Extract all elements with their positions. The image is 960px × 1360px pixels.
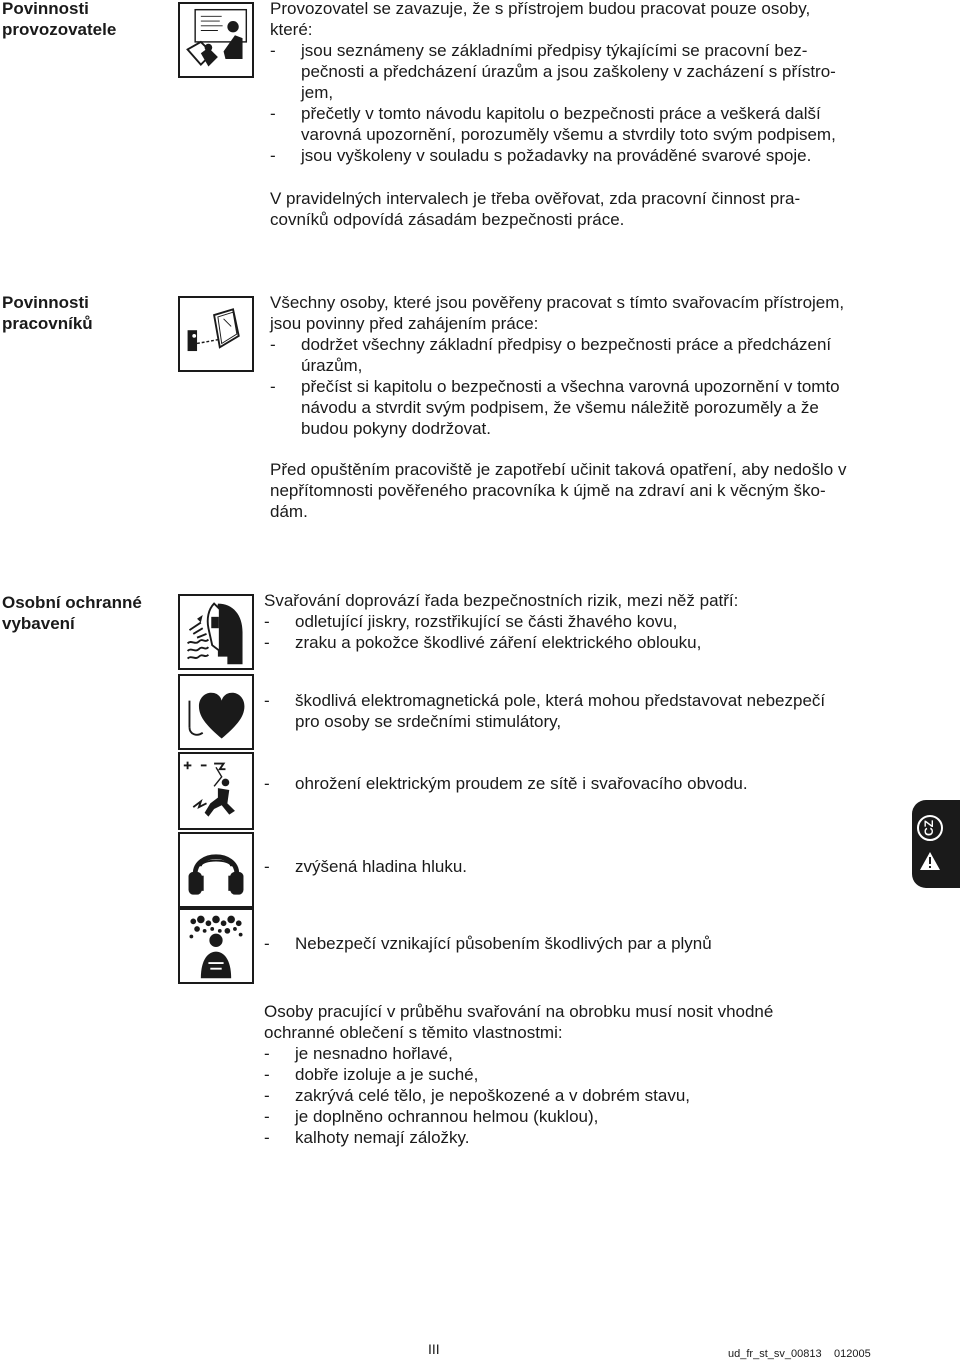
clothing-intro-line: ochranné oblečení s těmito vlastnostmi:	[264, 1023, 563, 1042]
list-item-line: přečíst si kapitolu o bezpečnosti a všechna varovná upozornění v tomto	[301, 377, 840, 396]
list-item-line: budou pokyny dodržovat.	[301, 419, 491, 438]
clothing-line: zakrývá celé tělo, je nepoškozené a v dobrém stavu,	[295, 1086, 690, 1105]
language-tab	[912, 800, 960, 888]
risk-item	[264, 690, 894, 732]
risk-line: zraku a pokožce škodlivé záření elektrického oblouku,	[295, 633, 702, 652]
list-dash: -	[264, 1065, 270, 1084]
intro-line: jsou povinny před zahájením práce:	[270, 314, 539, 333]
document-code: ud_fr_st_sv_00813	[728, 1348, 822, 1360]
heading-operator-duties	[2, 0, 116, 40]
risk-list-c	[264, 773, 894, 794]
risk-line: Nebezpečí vznikající působením škodlivých par a plynů	[295, 934, 712, 953]
list-dash: -	[264, 934, 270, 953]
clothing-line: dobře izoluje a je suché,	[295, 1065, 479, 1084]
list-dash: -	[264, 1086, 270, 1105]
manual-reading-icon	[178, 2, 254, 78]
list-item-line: jem,	[301, 83, 334, 102]
risk-item	[264, 632, 894, 653]
clothing-item	[264, 1043, 894, 1064]
intro-line: Provozovatel se zavazuje, že s přístrojem budou pracovat pouze osoby,	[270, 0, 811, 18]
manual-signing-icon	[178, 296, 254, 372]
operator-duties-text	[270, 0, 890, 166]
intro-line: Svařování doprovází řada bezpečnostních rizik, mezi něž patří:	[264, 591, 739, 610]
worker-duties-text	[270, 292, 890, 439]
risk-list-e	[264, 933, 894, 954]
document-date: 012005	[834, 1348, 871, 1360]
list-item-line: jsou vyškoleny v souladu s požadavky na prováděné svarové spoje.	[301, 146, 812, 165]
risk-item	[264, 611, 894, 632]
heading-worker-duties	[2, 292, 93, 334]
list-dash: -	[264, 1107, 270, 1126]
risk-line: odletující jiskry, rozstřikující se části žhavého kovu,	[295, 612, 678, 631]
ear-protection-icon	[178, 832, 254, 908]
outro-line: V pravidelných intervalech je třeba ověřovat, zda pracovní činnost pra-	[270, 189, 801, 208]
list-item-line: přečetly v tomto návodu kapitolu o bezpečnosti práce a veškerá další	[301, 104, 821, 123]
list-item-line: úrazům,	[301, 356, 363, 375]
list-dash: -	[270, 377, 276, 396]
clothing-line: kalhoty nemají záložky.	[295, 1128, 470, 1147]
list-dash: -	[264, 1128, 270, 1147]
risk-line: pro osoby se srdečními stimulátory,	[295, 712, 562, 731]
heart-pacemaker-icon	[178, 674, 254, 750]
worker-duties-outro	[270, 459, 890, 522]
language-tab-label: CZ	[922, 820, 937, 836]
list-dash: -	[264, 857, 270, 876]
list-item	[270, 145, 890, 166]
risk-list-a	[264, 611, 894, 653]
risk-line: škodlivá elektromagnetická pole, která mohou představovat nebezpečí	[295, 691, 826, 710]
risk-list-d	[264, 856, 894, 877]
clothing-item	[264, 1127, 894, 1148]
list-dash: -	[264, 633, 270, 652]
outro-line: nepřítomnosti pověřeného pracovníka k újmě na zdraví ani k věcným ško-	[270, 481, 826, 500]
clothing-item	[264, 1106, 894, 1127]
list-dash: -	[270, 41, 276, 60]
risk-item	[264, 933, 894, 954]
outro-line: covníků odpovídá zásadám bezpečnosti práce.	[270, 210, 625, 229]
clothing-item	[264, 1064, 894, 1085]
risk-line: zvýšená hladina hluku.	[295, 857, 468, 876]
electric-shock-icon	[178, 752, 254, 830]
list-item-line: návodu a stvrdit svým podpisem, že všemu náležitě porozuměly a že	[301, 398, 819, 417]
intro-line: Všechny osoby, které jsou pověřeny pracovat s tímto svařovacím přístrojem,	[270, 293, 845, 312]
heading-line: Osobní ochranné	[2, 593, 142, 612]
clothing-line: je doplněno ochrannou helmou (kuklou),	[295, 1107, 599, 1126]
clothing-requirements	[264, 1001, 894, 1148]
list-item-line: jsou seznámeny se základními předpisy týkajícími se pracovní bez-	[301, 41, 808, 60]
heading-line: Povinnosti	[2, 293, 89, 312]
clothing-line: je nesnadno hořlavé,	[295, 1044, 453, 1063]
outro-line: dám.	[270, 502, 308, 521]
heading-line: pracovníků	[2, 314, 93, 333]
list-item	[270, 103, 890, 145]
heading-line: Povinnosti	[2, 0, 89, 18]
risk-item	[264, 773, 894, 794]
risk-item	[264, 856, 894, 877]
intro-line: které:	[270, 20, 313, 39]
list-item	[270, 376, 890, 439]
list-item-line: varovná upozornění, porozuměly všemu a stvrdily toto svým podpisem,	[301, 125, 836, 144]
list-dash: -	[264, 774, 270, 793]
list-item-line: dodržet všechny základní předpisy o bezpečnosti práce a předcházení	[301, 335, 832, 354]
clothing-item	[264, 1085, 894, 1106]
list-dash: -	[264, 612, 270, 631]
warning-triangle-icon	[920, 852, 940, 870]
list-item-line: pečnosti a předcházení úrazům a jsou zaškoleny v zacházení s přístro-	[301, 62, 836, 81]
clothing-intro-line: Osoby pracující v průběhu svařování na obrobku musí nosit vhodné	[264, 1002, 774, 1021]
list-dash: -	[264, 691, 270, 710]
heading-protective-equipment	[2, 592, 142, 634]
list-dash: -	[270, 335, 276, 354]
heading-line: provozovatele	[2, 20, 117, 39]
risks-intro	[264, 590, 894, 611]
risk-line: ohrožení elektrickým proudem ze sítě i svařovacího obvodu.	[295, 774, 748, 793]
list-dash: -	[270, 104, 276, 123]
welding-helmet-icon	[178, 594, 254, 670]
fumes-icon	[178, 908, 254, 984]
list-dash: -	[270, 146, 276, 165]
operator-duties-outro	[270, 188, 890, 230]
list-item	[270, 334, 890, 376]
outro-line: Před opuštěním pracoviště je zapotřebí učinit taková opatření, aby nedošlo v	[270, 460, 847, 479]
risk-list-b	[264, 690, 894, 732]
heading-line: vybavení	[2, 614, 75, 633]
list-dash: -	[264, 1044, 270, 1063]
list-item	[270, 40, 890, 103]
page-number: III	[428, 1341, 440, 1357]
